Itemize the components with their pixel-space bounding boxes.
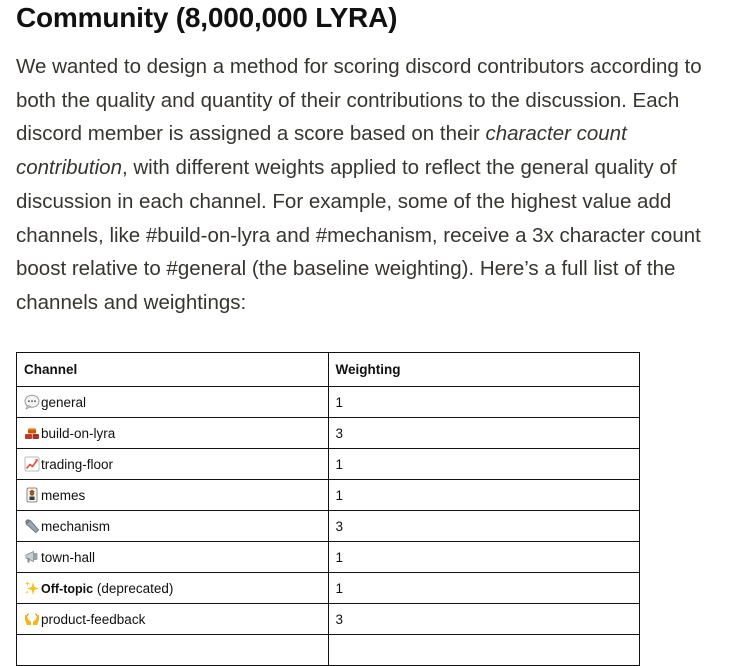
channel-name: trading-floor [41, 457, 114, 472]
weighting-cell: 3 [328, 604, 640, 635]
column-header-channel: Channel [17, 353, 329, 387]
channel-name: general [41, 395, 87, 410]
channel-weighting-table [16, 352, 640, 666]
channel-cell [17, 573, 329, 604]
megaphone-icon [24, 549, 40, 565]
table-row [17, 449, 640, 480]
weighting-cell: 1 [328, 387, 640, 418]
table-row [17, 542, 640, 573]
speech-bubble-icon [24, 394, 40, 410]
column-header-weighting: Weighting [328, 353, 640, 387]
sparkles-icon [24, 580, 40, 596]
channel-name: product-feedback [41, 612, 146, 627]
table-row [17, 573, 640, 604]
weighting-cell: 3 [328, 418, 640, 449]
channel-name: Off-topic [41, 582, 94, 596]
paragraph-text-end: , with different weights applied to reflect the general quality of discussion in each channel. For example, some of the highest value add channels, like #build-on-lyra and #mechanism, receive a 3x character count boost relative to #general (the baseline weighting). Here’s a full list of the channels and weightings: [16, 156, 701, 314]
table-row [17, 604, 640, 635]
joker-card-icon [24, 487, 40, 503]
channel-cell [17, 604, 329, 635]
table-row [17, 635, 640, 666]
channel-cell [17, 542, 329, 573]
table-row [17, 418, 640, 449]
description-paragraph [16, 50, 728, 320]
paragraph-italic-term: character count contribution [16, 122, 627, 180]
table-row [17, 511, 640, 542]
chart-increasing-icon [24, 456, 40, 472]
bricks-icon [24, 425, 40, 441]
weighting-cell: 1 [328, 573, 640, 604]
weighting-cell: 1 [328, 449, 640, 480]
weighting-cell: 1 [328, 480, 640, 511]
weighting-cell: 3 [328, 511, 640, 542]
open-hands-icon [24, 611, 40, 627]
wrench-icon [24, 518, 40, 534]
channel-name: mechanism [41, 519, 111, 534]
section-title: Community (8,000,000 LYRA) [16, 2, 398, 33]
channel-name: build-on-lyra [41, 426, 116, 441]
channel-cell [17, 480, 329, 511]
weighting-cell: 1 [328, 542, 640, 573]
table-header-row [17, 353, 640, 387]
channel-name: town-hall [41, 550, 96, 565]
channel-cell [17, 635, 329, 666]
weighting-cell [328, 635, 640, 666]
paragraph-text-start: We wanted to design a method for scoring discord contributors according to both the quality and quantity of their contributions to the discussion. Each discord member is assigned a score based on their [16, 55, 702, 146]
channel-cell [17, 511, 329, 542]
channel-status-note: (deprecated) [93, 581, 174, 596]
channel-name: memes [41, 488, 86, 503]
table-row [17, 480, 640, 511]
table-row [17, 387, 640, 418]
channel-cell [17, 449, 329, 480]
channel-cell [17, 387, 329, 418]
channel-cell [17, 418, 329, 449]
